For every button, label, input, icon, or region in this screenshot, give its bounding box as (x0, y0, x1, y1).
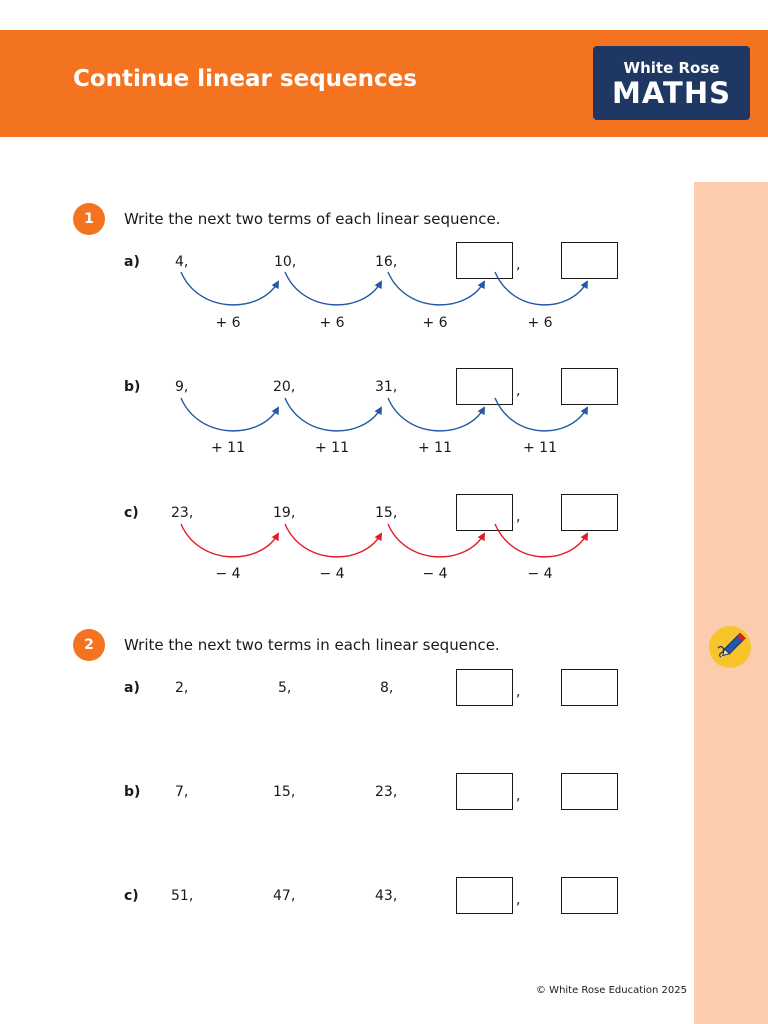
q2a-comma: , (516, 684, 521, 700)
q2b-label: b) (124, 784, 141, 800)
q2c-term-3: 43, (375, 888, 398, 904)
q1a-term-3: 16, (375, 254, 398, 270)
q1c-comma: , (516, 509, 521, 525)
q1c-arrow-4 (495, 524, 587, 557)
q2a-term-1: 2, (175, 680, 189, 696)
q2b-answer-box-1[interactable] (456, 773, 513, 810)
q2b-comma: , (516, 788, 521, 804)
q1a-arrow-1 (181, 272, 278, 305)
q1c-step-1: − 4 (215, 566, 241, 582)
q1b-term-2: 20, (273, 379, 296, 395)
q1b-arrow-4 (495, 398, 587, 431)
q1c-arrow-2 (285, 524, 381, 557)
q1a-term-1: 4, (175, 254, 189, 270)
q1b-term-1: 9, (175, 379, 189, 395)
q2a-term-2: 5, (278, 680, 292, 696)
q1b-arrow-1 (181, 398, 278, 431)
q2a-answer-box-1[interactable] (456, 669, 513, 706)
q2b-term-2: 15, (273, 784, 296, 800)
q1a-step-4: + 6 (527, 315, 553, 331)
q1a-term-2: 10, (274, 254, 297, 270)
q1a-step-3: + 6 (422, 315, 448, 331)
q1b-step-4: + 11 (523, 440, 557, 456)
q1b-label: b) (124, 379, 141, 395)
q1b-step-1: + 11 (211, 440, 245, 456)
q1b-step-3: + 11 (418, 440, 452, 456)
q1a-arrow-4 (495, 272, 587, 305)
q1c-label: c) (124, 505, 139, 521)
q2c-comma: , (516, 892, 521, 908)
q1b-arrow-2 (285, 398, 381, 431)
q1a-label: a) (124, 254, 140, 270)
q2a-term-3: 8, (380, 680, 394, 696)
q1a-arrow-2 (285, 272, 381, 305)
question-2-number: 2 (73, 629, 105, 661)
q1a-step-1: + 6 (215, 315, 241, 331)
q1b-arrow-3 (388, 398, 484, 431)
q2b-term-3: 23, (375, 784, 398, 800)
q1c-step-2: − 4 (319, 566, 345, 582)
q1b-term-3: 31, (375, 379, 398, 395)
q1c-step-3: − 4 (422, 566, 448, 582)
q2c-answer-box-2[interactable] (561, 877, 618, 914)
q1a-comma: , (516, 257, 521, 273)
page-title: Continue linear sequences (73, 66, 417, 92)
question-1-prompt: Write the next two terms of each linear sequence. (124, 210, 501, 228)
q1c-arrow-1 (181, 524, 278, 557)
q2c-answer-box-1[interactable] (456, 877, 513, 914)
q1b-step-2: + 11 (315, 440, 349, 456)
question-2-prompt: Write the next two terms in each linear sequence. (124, 636, 500, 654)
q1c-term-2: 19, (273, 505, 296, 521)
q1c-step-4: − 4 (527, 566, 553, 582)
question-1-number: 1 (73, 203, 105, 235)
q1c-term-1: 23, (171, 505, 194, 521)
copyright-footer: © White Rose Education 2025 (536, 985, 688, 996)
q1a-arrow-3 (388, 272, 484, 305)
logo-line2: MATHS (612, 76, 731, 110)
q1b-comma: , (516, 383, 521, 399)
q1c-term-3: 15, (375, 505, 398, 521)
logo-line1: White Rose (623, 59, 720, 77)
q1a-step-2: + 6 (319, 315, 345, 331)
q2b-answer-box-2[interactable] (561, 773, 618, 810)
q2c-label: c) (124, 888, 139, 904)
q2b-term-1: 7, (175, 784, 189, 800)
q2c-term-2: 47, (273, 888, 296, 904)
q2a-label: a) (124, 680, 140, 696)
q2c-term-1: 51, (171, 888, 194, 904)
q1c-arrow-3 (388, 524, 484, 557)
q2a-answer-box-2[interactable] (561, 669, 618, 706)
